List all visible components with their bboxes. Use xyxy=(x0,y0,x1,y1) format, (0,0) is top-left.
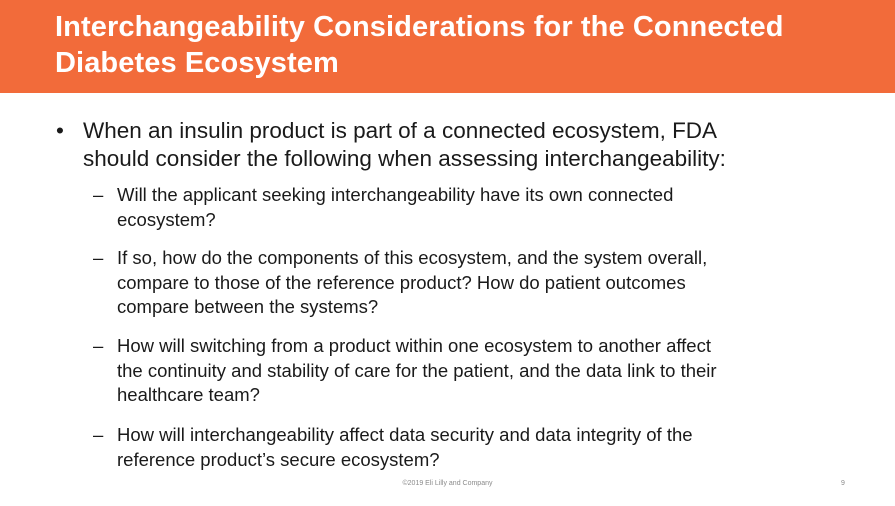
sub-bullet-1-line-2: ecosystem? xyxy=(117,208,216,230)
bullet-marker: • xyxy=(56,118,64,143)
slide-title xyxy=(55,9,875,81)
copyright-footer: ©2019 Eli Lilly and Company xyxy=(402,480,493,487)
sub-bullet-3-line-3: healthcare team? xyxy=(117,384,260,405)
sub-bullet-2-text xyxy=(117,246,847,320)
sub-bullet-4-text xyxy=(117,423,847,472)
sub-bullet-1-line-1: Will the applicant seeking interchangeability have its own connected xyxy=(117,184,674,205)
title-bar xyxy=(0,0,895,93)
sub-bullet-2-line-2: compare to those of the reference product? How do patient outcomes xyxy=(117,271,686,293)
sub-bullet-4-line-2: reference product’s secure ecosystem? xyxy=(117,448,440,470)
sub-bullet-3-text xyxy=(117,334,847,408)
sub-bullet-4-line-1: How will interchangeability affect data security and data integrity of the xyxy=(117,424,693,445)
sub-bullet-2-line-3: compare between the systems? xyxy=(117,296,379,317)
slide-title-line-2: Diabetes Ecosystem xyxy=(55,47,339,79)
dash-marker: – xyxy=(93,424,104,445)
slide-title-line-1: Interchangeability Considerations for the Connected xyxy=(55,11,784,43)
page-number: 9 xyxy=(841,480,845,487)
main-bullet-line-2: should consider the following when assessing interchangeability: xyxy=(83,146,726,171)
main-bullet-line-1: When an insulin product is part of a connected ecosystem, FDA xyxy=(83,118,718,143)
sub-bullet-3-line-2: the continuity and stability of care for the patient, and the data link to their xyxy=(117,359,717,381)
sub-bullet-3-line-1: How will switching from a product within one ecosystem to another affect xyxy=(117,335,711,356)
main-bullet-text xyxy=(83,117,853,173)
dash-marker: – xyxy=(93,335,104,356)
dash-marker: – xyxy=(93,184,104,205)
dash-marker: – xyxy=(93,247,104,268)
sub-bullet-1-text xyxy=(117,183,847,232)
sub-bullet-2-line-1: If so, how do the components of this ecosystem, and the system overall, xyxy=(117,247,708,268)
